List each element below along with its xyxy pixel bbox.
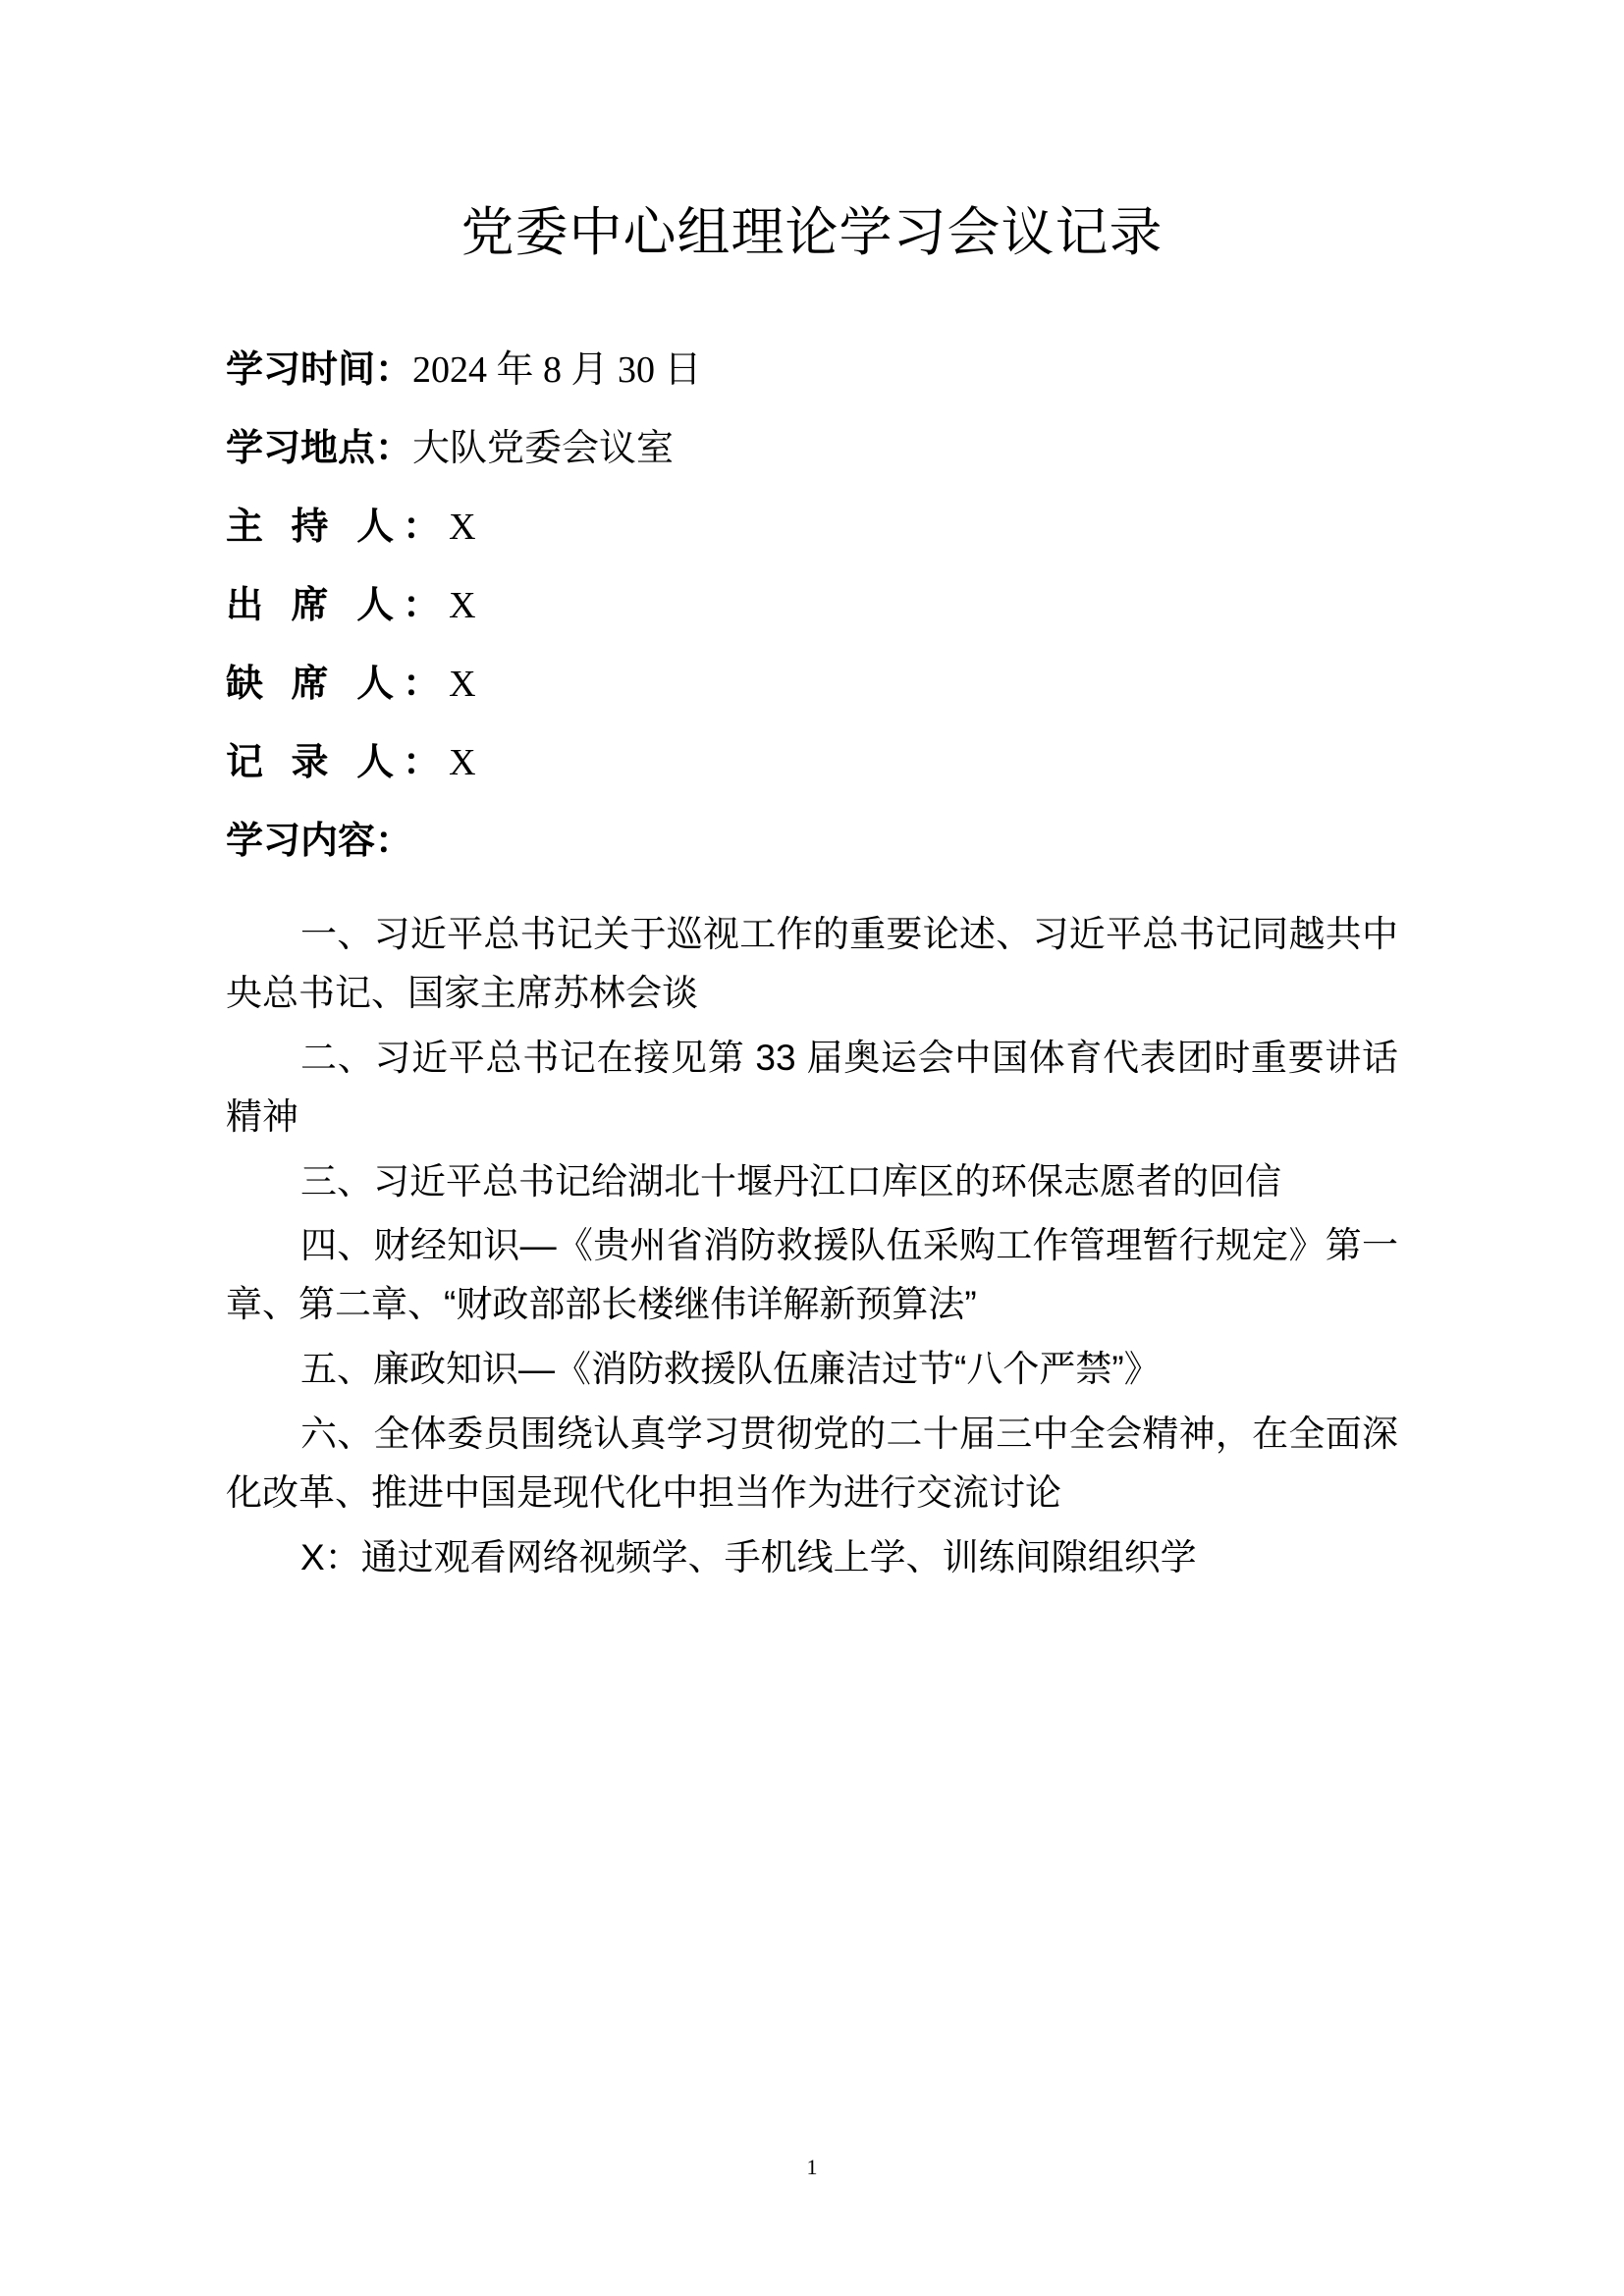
content-item: X：通过观看网络视频学、手机线上学、训练间隙组织学 (300, 1537, 1197, 1578)
content-item: 三、习近平总书记给湖北十堰丹江口库区的环保志愿者的回信 (300, 1160, 1281, 1201)
content-item: 六、全体委员围绕认真学习贯彻党的二十届三中全会精神，在全面深化改革、推进中国是现代化中担当作为进行交流讨论 (226, 1414, 1398, 1514)
meta-row-host (226, 508, 1398, 546)
content-item: 二、习近平总书记在接见第 33 届奥运会中国体育代表团时重要讲话精神 (226, 1037, 1398, 1137)
study-time-value: 2024 年 8 月 30 日 (412, 348, 702, 391)
attendees-label: 出 席 人： (226, 584, 450, 626)
study-place-value: 大队党委会议室 (412, 427, 675, 469)
meeting-metadata (226, 348, 1398, 783)
content-item: 四、财经知识—《贵州省消防救援队伍采购工作管理暂行规定》第一章、第二章、“财政部部长楼继伟详解新预算法” (226, 1225, 1398, 1325)
absentees-label: 缺 席 人： (226, 663, 450, 705)
study-place-label: 学习地点： (226, 427, 413, 469)
meta-row-recorder (226, 741, 1398, 783)
page-number: 1 (806, 2155, 818, 2179)
recorder-label: 记 录 人： (226, 741, 450, 783)
meta-row-absentees (226, 663, 1398, 705)
meta-row-study-time (226, 348, 1398, 391)
content-item: 五、廉政知识—《消防救援队伍廉洁过节“八个严禁”》 (300, 1349, 1161, 1390)
page-title: 党委中心组理论学习会议记录 (460, 203, 1164, 262)
host-value: X (449, 506, 476, 548)
content-list (226, 905, 1398, 1587)
attendees-value: X (449, 584, 476, 626)
meta-row-study-place (226, 427, 1398, 469)
content-section-heading: 学习内容： (226, 820, 413, 862)
meta-row-attendees (226, 584, 1398, 626)
host-label: 主 持 人： (226, 506, 450, 548)
absentees-value: X (449, 663, 476, 705)
recorder-value: X (449, 741, 476, 783)
content-item: 一、习近平总书记关于巡视工作的重要论述、习近平总书记同越共中央总书记、国家主席苏林会谈 (226, 913, 1398, 1013)
study-time-label: 学习时间： (226, 348, 413, 391)
